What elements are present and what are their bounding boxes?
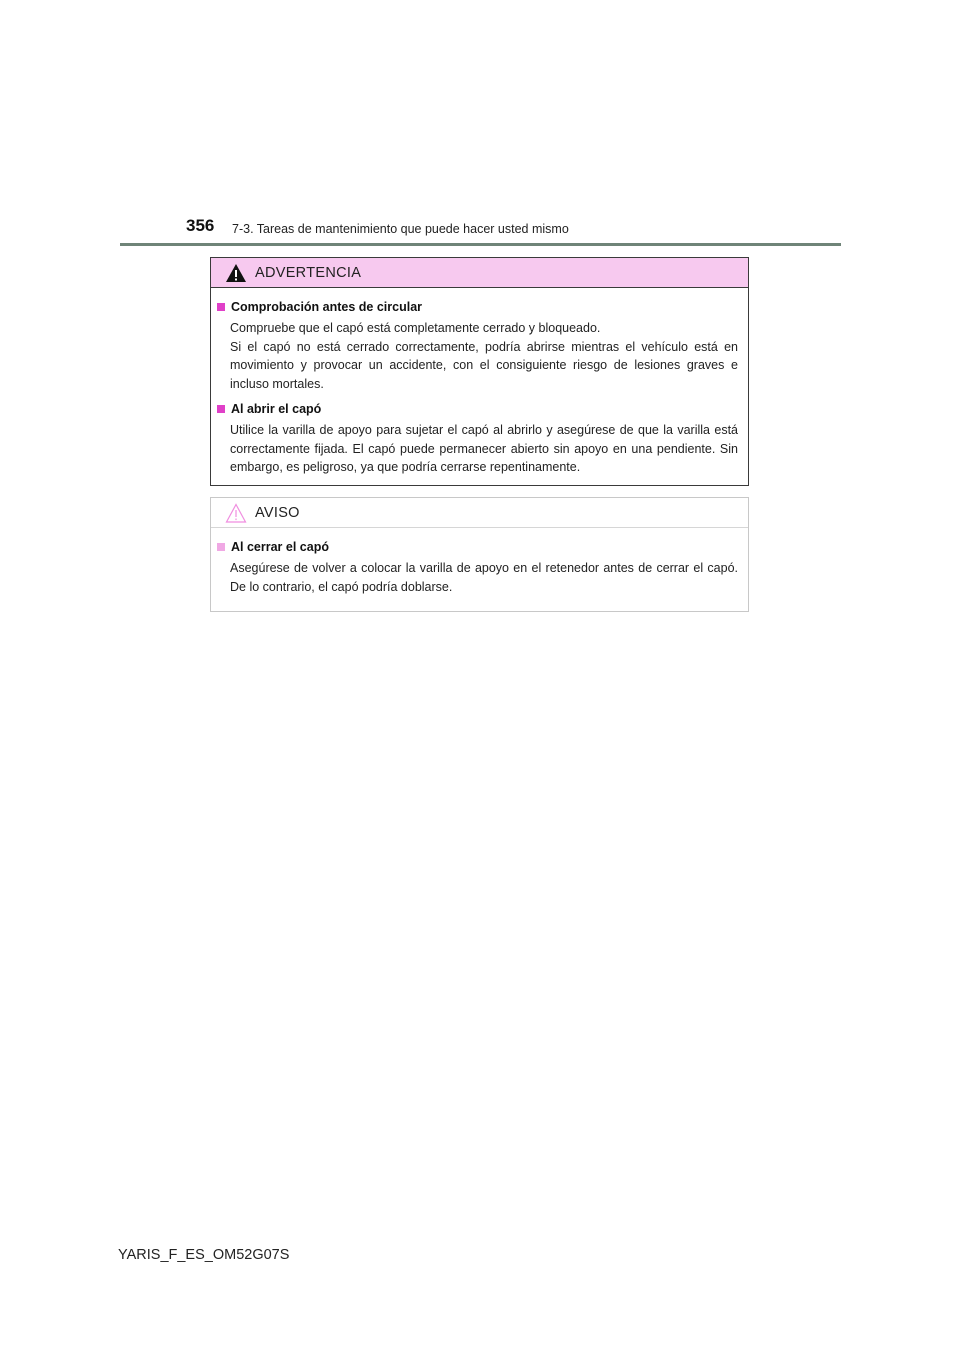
- warning-item-title-row: [217, 300, 738, 314]
- notice-item-title-row: [217, 540, 738, 554]
- bullet-square-icon: [217, 543, 225, 551]
- warning-item-text: [230, 421, 738, 477]
- warning-item-text: [230, 319, 738, 393]
- warning-item: [217, 300, 738, 393]
- warning-item-paragraph: Utilice la varilla de apoyo para sujetar el capó al abrirlo y asegúrese de que la varilla está correctamente fijada. El capó puede permanecer abierto sin apoyo en una pendiente. Sin embargo, es peligroso, ya que podría cerrarse repentinamente.: [230, 423, 738, 474]
- notice-box-header: [211, 498, 748, 528]
- warning-item-paragraph: Compruebe que el capó está completamente cerrado y bloqueado.: [230, 321, 601, 335]
- warning-box-header: [211, 258, 748, 288]
- caution-triangle-outline-icon: [225, 503, 247, 523]
- warning-item-paragraph: Si el capó no está cerrado correctamente, podría abrirse mientras el vehículo está en movimiento y provocar un accidente, con el consiguiente riesgo de lesiones graves e incluso mortales.: [230, 339, 738, 391]
- warning-triangle-icon: [225, 263, 247, 283]
- footer-doc-code: YARIS_F_ES_OM52G07S: [118, 1247, 290, 1263]
- notice-item-title: Al cerrar el capó: [231, 540, 329, 554]
- notice-box: [210, 497, 749, 612]
- notice-item-paragraph: Asegúrese de volver a colocar la varilla de apoyo en el retenedor antes de cerrar el capó. De lo contrario, el capó podría doblarse.: [230, 561, 738, 594]
- page-number: 356: [186, 216, 215, 235]
- section-title: 7-3. Tareas de mantenimiento que puede hacer usted mismo: [232, 222, 569, 236]
- bullet-square-icon: [217, 405, 225, 413]
- warning-item: [217, 402, 738, 477]
- warning-box-label: ADVERTENCIA: [255, 264, 362, 281]
- warning-item-title: Al abrir el capó: [231, 402, 322, 416]
- header-rule: [120, 243, 841, 246]
- bullet-square-icon: [217, 303, 225, 311]
- notice-item: [217, 540, 738, 596]
- warning-item-title: Comprobación antes de circular: [231, 300, 423, 314]
- notice-box-label: AVISO: [255, 504, 300, 521]
- notice-item-text: [230, 559, 738, 596]
- warning-item-title-row: [217, 402, 738, 416]
- warning-box: [210, 257, 749, 486]
